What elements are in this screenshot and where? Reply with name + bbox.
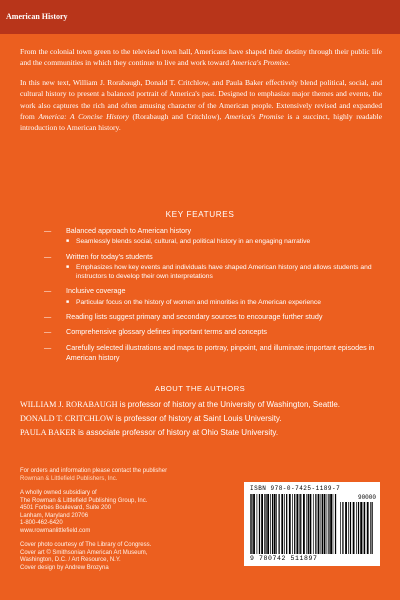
feature-subitem: ■ Seamlessly blends social, cultural, and political history in an engaging narrative (66, 238, 311, 246)
key-features-list (44, 226, 382, 369)
publisher-name: Rowman & Littlefield Publishers, Inc. (20, 475, 118, 482)
author-entry (20, 412, 390, 426)
dash-icon: — (44, 342, 52, 352)
feature-subitem: ■ Particular focus on the history of women and minorities in the American experience (66, 298, 321, 306)
author-bio: is professor of history at the University of Washington, Seattle. (117, 400, 341, 409)
author-name: WILLIAM J. RORABAUGH (20, 400, 118, 409)
dash-icon: — (44, 286, 52, 296)
subsidiary-line: A wholly owned subsidiary of (20, 490, 97, 496)
cover-credit: Cover design by Andrew Brozyna (20, 564, 109, 571)
dash-icon: — (44, 312, 52, 322)
cover-credit: Washington, D.C. / Art Resource, N.Y. (20, 557, 121, 563)
bullet-icon: ■ (66, 264, 70, 271)
barcode-box (244, 482, 380, 566)
description-paragraph-2: In this new text, William J. Rorabaugh, Donald T. Critchlow, and Paula Baker effectively blend political, social, and cultural history to present a balanced portrait of America's past. Designed to emphasize major themes and events, the work also captures the rich and often amusing character of the American people. Extensively revised and expanded from America: A Concise History (Rorabaugh and Critchlow), America's Promise is a succinct, highly readable introduction to American history. (20, 77, 382, 133)
cover-credit: Cover photo courtesy of The Library of Congress. (20, 542, 152, 548)
description-paragraph-1: From the colonial town green to the televised town hall, Americans have shaped their destiny through their public life and the communities in which they continue to live and work toward America's Promise. (20, 47, 382, 68)
dash-icon: — (44, 251, 52, 261)
isbn-label: ISBN 978-0-7425-1189-7 (250, 485, 341, 492)
about-authors-heading: ABOUT THE AUTHORS (154, 384, 246, 393)
author-bio: is professor of history at Saint Louis University. (113, 414, 282, 423)
bullet-icon: ■ (66, 298, 70, 305)
author-entry (20, 426, 390, 440)
feature-subitem: ■ Emphasizes how key events and individuals have shaped American history and allows students and instructors to develop their own interpretations (66, 264, 372, 281)
barcode-number: 9 780742 511897 (250, 555, 318, 562)
address-line: 4501 Forbes Boulevard, Suite 200 (20, 505, 112, 511)
publisher-info (20, 468, 240, 572)
author-name: DONALD T. CRITCHLOW (20, 414, 114, 423)
book-description (20, 46, 382, 142)
barcode-icon (250, 494, 338, 554)
feature-item: — Reading lists suggest primary and secondary sources to encourage further study (44, 312, 323, 322)
order-line: For orders and information please contact the publisher (20, 468, 168, 474)
price-code: 90000 (357, 494, 376, 501)
series-label: American History (6, 12, 68, 21)
parent-company: The Rowman & Littlefield Publishing Group, Inc. (20, 497, 148, 504)
price-barcode-icon (340, 502, 374, 554)
dash-icon: — (44, 226, 52, 235)
author-name: PAULA BAKER (20, 428, 76, 437)
feature-item: — Comprehensive glossary defines important terms and concepts (44, 327, 267, 337)
phone: 1-800-462-6420 (20, 520, 63, 526)
author-entry (20, 398, 390, 412)
address-line: Lanham, Maryland 20706 (20, 512, 89, 519)
feature-item: — Inclusive coverage ■ Particular focus on the history of women and minorities in the American experience (44, 286, 382, 307)
feature-item: — Carefully selected illustrations and maps to portray, pinpoint, and illuminate important episodes in American history (44, 342, 375, 363)
author-bio: is associate professor of history at Ohio State University. (75, 428, 279, 437)
website: www.rowmanlittlefield.com (20, 527, 91, 534)
cover-credit: Cover art © Smithsonian American Art Museum, (20, 549, 148, 556)
key-features-heading: KEY FEATURES (165, 210, 235, 219)
feature-item: — Written for today's students ■ Emphasizes how key events and individuals have shaped American history and allows students and instructors to develop their own interpretations (44, 252, 382, 282)
dash-icon: — (44, 327, 52, 337)
bullet-icon: ■ (66, 238, 70, 245)
authors-list (20, 398, 390, 440)
feature-item: — Balanced approach to American history ■ Seamlessly blends social, cultural, and political history in an engaging narrative (44, 226, 382, 247)
series-banner (0, 0, 400, 34)
